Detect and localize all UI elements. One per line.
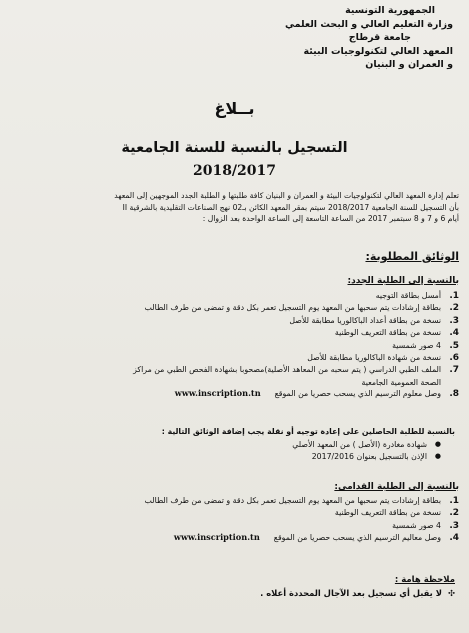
item-text: الصحة العمومية الجامعية	[361, 377, 441, 387]
item-text: نسخة من بطاقة التعريف الوطنية	[334, 508, 441, 518]
list-item	[20, 451, 455, 462]
list-item	[12, 302, 459, 314]
list-item	[12, 507, 459, 519]
note-heading: ملاحظة هامة :	[394, 575, 455, 585]
item-number: 6.	[449, 353, 459, 364]
bullet-icon: ●	[434, 440, 441, 449]
list-item	[12, 352, 459, 364]
item-number: 1.	[449, 291, 459, 301]
old-students-heading: بالنسبة إلى الطلبة القدامى:	[334, 482, 459, 492]
letterhead	[153, 4, 453, 72]
intro-line-1: تعلم إدارة المعهد العالي لتكنولوجيات البيئة و العمران و البنيان كافة طلبتها و الطلبة الجدد الموجهين إلى المعهد	[114, 191, 459, 200]
list-item	[12, 532, 459, 544]
item-text: نسخة من بطاقة التعريف الوطنية	[334, 328, 441, 338]
notice-title: بــلاغ	[214, 99, 255, 118]
reoriented-list	[20, 439, 455, 462]
list-item	[12, 495, 459, 507]
notice-subtitle: التسجيل بالنسبة للسنة الجامعية	[121, 140, 348, 156]
item-text: الملف الطبي الدراسي ( يتم سحبه من المعاهد الأصلية)مصحوبا بشهادة الفحص الطبي من مراكز	[133, 365, 441, 375]
note-text-row	[40, 588, 455, 598]
item-number: 8.	[449, 389, 459, 400]
item-text: وصل معاليم الترسيم الذي يسحب حصريا من الموقع	[273, 533, 441, 543]
list-item	[12, 327, 459, 339]
letterhead-republic: الجمهورية التونسية	[345, 5, 435, 16]
registration-website-link[interactable]: www.inscription.tn	[173, 532, 260, 543]
intro-line-2: بأن التسجيل للسنة الجامعية 2018/2017 سيتم بمقر المعهد الكائن بـ02 نهج الصناعات التقليدية بالشرقية II	[122, 202, 459, 212]
new-students-heading: بالنسبة إلى الطلبة الجدد:	[347, 276, 459, 286]
item-number: 2.	[449, 303, 459, 314]
item-number: 5.	[449, 340, 459, 351]
reoriented-section	[20, 426, 455, 462]
letterhead-ministry: وزارة التعليم العالي و البحث العلمي	[285, 18, 453, 30]
list-item	[12, 377, 459, 388]
letterhead-institute: المعهد العالي لتكنولوجيات البيئة	[303, 45, 453, 57]
star-bullet-icon: ✣	[447, 588, 455, 598]
list-item	[12, 340, 459, 352]
note-text: لا يقبل أي تسجيل بعد الآجال المحددة أعلاه .	[260, 588, 442, 598]
list-item	[20, 439, 455, 450]
letterhead-institute-cont: و العمران و البنيان	[365, 59, 453, 70]
item-number: 4.	[449, 328, 459, 339]
item-text: نسخة من شهادة الباكالوريا مطابقة للأصل	[307, 353, 441, 363]
item-number: 3.	[449, 520, 459, 531]
item-text: نسخة من بطاقة أعداد الباكالوريا مطابقة للأصل	[289, 315, 441, 325]
item-number: 3.	[449, 315, 459, 326]
item-text: بطاقة إرشادات يتم سحبها من المعهد يوم التسجيل تعمر بكل دقة و تمضى من طرف الطالب	[144, 303, 441, 313]
item-text: 4 صور شمسية	[392, 520, 441, 530]
academic-year: 2018/2017	[192, 163, 277, 179]
letterhead-university: جامعة قرطاج	[348, 32, 411, 43]
item-text: بطاقة إرشادات يتم سحبها من المعهد يوم التسجيل تعمر بكل دقة و تمضى من طرف الطالب	[144, 496, 441, 505]
list-item	[12, 290, 459, 302]
item-text: الإذن بالتسجيل بعنوان 2017/2016	[311, 451, 427, 461]
intro-line-3: أيام 6 و 7 و 8 سبتمبر 2017 من الساعة التاسعة إلى الساعة الواحدة بعد الزوال :	[202, 214, 459, 224]
intro-paragraph	[8, 190, 459, 225]
item-number: 4.	[449, 533, 459, 544]
item-text: 4 صور شمسية	[392, 340, 441, 350]
item-text: شهادة مغادرة (الأصل ) من المعهد الأصلي	[292, 440, 427, 450]
new-students-list	[12, 290, 459, 401]
registration-website-link[interactable]: www.inscription.tn	[174, 388, 261, 399]
list-item	[12, 388, 459, 400]
item-text: وصل معلوم الترسيم الذي يسحب حصريا من الموقع	[274, 389, 441, 399]
item-text: أمسل بطاقة التوجيه	[375, 291, 441, 300]
bullet-icon: ●	[434, 451, 441, 460]
item-number: 1.	[449, 496, 459, 506]
item-number: 7.	[449, 365, 459, 376]
item-number: 2.	[449, 508, 459, 519]
list-item	[12, 315, 459, 327]
documents-heading: الوثائق المطلوبة:	[365, 250, 459, 263]
reoriented-intro: بالنسبة للطلبة الحاصلين على إعادة توجيه أو نقلة يجب إضافة الوثائق التالية :	[161, 427, 455, 436]
list-item	[12, 520, 459, 532]
old-students-list	[12, 495, 459, 545]
list-item	[12, 364, 459, 376]
